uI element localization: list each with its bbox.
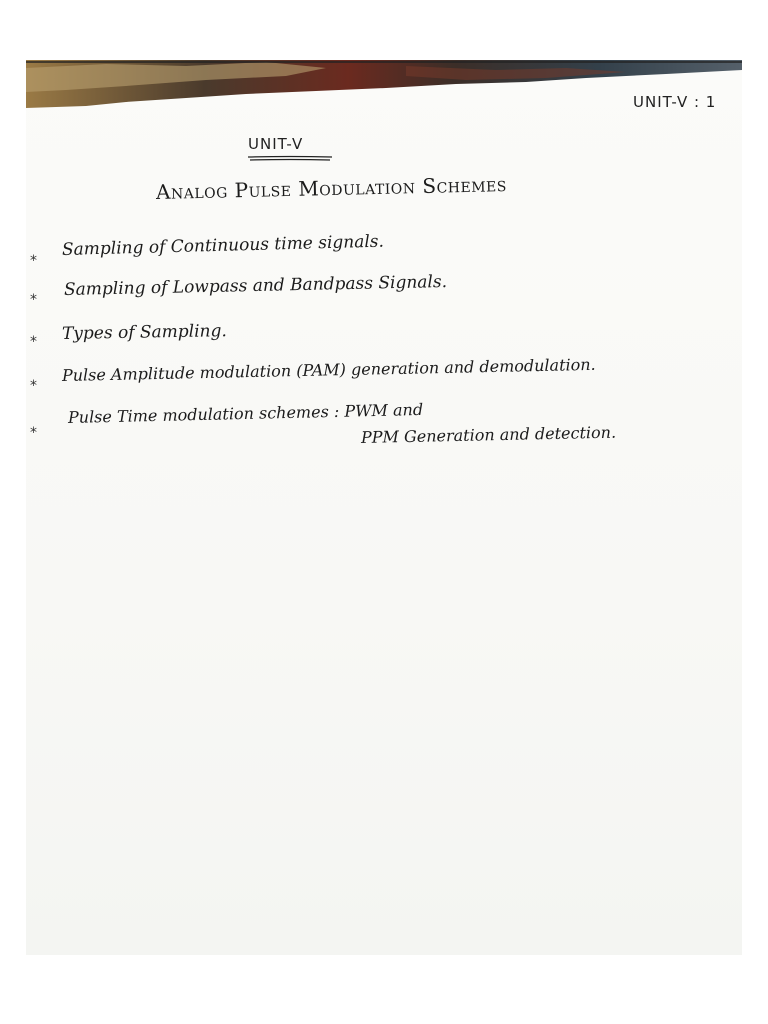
- bullet-asterisk: *: [30, 253, 37, 269]
- page-number: UNIT-V : 1: [633, 93, 717, 111]
- list-item-text: Pulse Time modulation schemes : PWM and: [67, 399, 424, 427]
- list-item-text: Sampling of Continuous time signals.: [61, 231, 385, 260]
- bullet-asterisk: *: [30, 378, 37, 394]
- notebook-page: [26, 60, 742, 955]
- list-item-text: Types of Sampling.: [61, 321, 227, 344]
- bullet-asterisk: *: [30, 292, 37, 308]
- page-heading: Analog Pulse Modulation Schemes: [155, 172, 508, 204]
- bullet-asterisk: *: [30, 425, 37, 441]
- unit-title-underline: [248, 155, 332, 161]
- bullet-asterisk: *: [30, 334, 37, 350]
- unit-title: UNIT-V: [248, 135, 304, 153]
- list-item-text: Sampling of Lowpass and Bandpass Signals.: [63, 271, 448, 300]
- list-item-text: Pulse Amplitude modulation (PAM) generation and demodulation.: [61, 354, 596, 385]
- list-item-continuation: PPM Generation and detection.: [360, 422, 617, 447]
